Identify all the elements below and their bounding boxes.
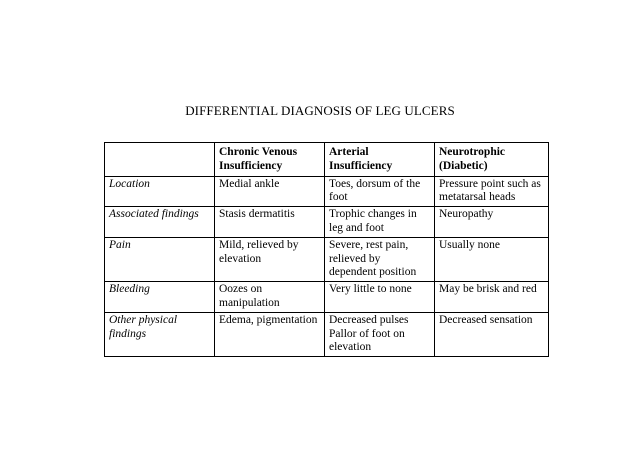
table-row-pain bbox=[105, 237, 549, 281]
cell-location-neurotrophic: Pressure point such as metatarsal heads bbox=[435, 176, 549, 207]
cell-associated-arterial: Trophic changes in leg and foot bbox=[325, 207, 435, 238]
header-arterial-insufficiency: Arterial Insufficiency bbox=[325, 143, 435, 177]
differential-diagnosis-table bbox=[104, 142, 549, 357]
cell-bleeding-neurotrophic: May be brisk and red bbox=[435, 282, 549, 313]
cell-pain-venous: Mild, relieved by elevation bbox=[215, 237, 325, 281]
cell-location-venous: Medial ankle bbox=[215, 176, 325, 207]
row-label-bleeding: Bleeding bbox=[105, 282, 215, 313]
cell-associated-neurotrophic: Neuropathy bbox=[435, 207, 549, 238]
table-row-location bbox=[105, 176, 549, 207]
header-chronic-venous-insufficiency: Chronic Venous Insufficiency bbox=[215, 143, 325, 177]
cell-other-arterial-line-2: Pallor of foot on elevation bbox=[329, 327, 405, 354]
row-label-associated-findings: Associated findings bbox=[105, 207, 215, 238]
table-row-bleeding bbox=[105, 282, 549, 313]
row-label-location: Location bbox=[105, 176, 215, 207]
cell-pain-arterial: Severe, rest pain, relieved by dependent position bbox=[325, 237, 435, 281]
row-label-other-physical-findings: Other physical findings bbox=[105, 312, 215, 356]
cell-bleeding-arterial: Very little to none bbox=[325, 282, 435, 313]
cell-pain-neurotrophic: Usually none bbox=[435, 237, 549, 281]
header-cell-empty bbox=[105, 143, 215, 177]
page-title: DIFFERENTIAL DIAGNOSIS OF LEG ULCERS bbox=[185, 103, 455, 118]
cell-other-venous: Edema, pigmentation bbox=[215, 312, 325, 356]
cell-other-arterial-line-1: Decreased pulses bbox=[329, 313, 409, 326]
header-neurotrophic-diabetic: Neurotrophic (Diabetic) bbox=[435, 143, 549, 177]
cell-other-arterial bbox=[325, 312, 435, 356]
table-row-other-physical-findings bbox=[105, 312, 549, 356]
cell-bleeding-venous: Oozes on manipulation bbox=[215, 282, 325, 313]
table-header-row bbox=[105, 143, 549, 177]
cell-associated-venous: Stasis dermatitis bbox=[215, 207, 325, 238]
cell-location-arterial: Toes, dorsum of the foot bbox=[325, 176, 435, 207]
table-row-associated-findings bbox=[105, 207, 549, 238]
row-label-pain: Pain bbox=[105, 237, 215, 281]
cell-other-neurotrophic: Decreased sensation bbox=[435, 312, 549, 356]
